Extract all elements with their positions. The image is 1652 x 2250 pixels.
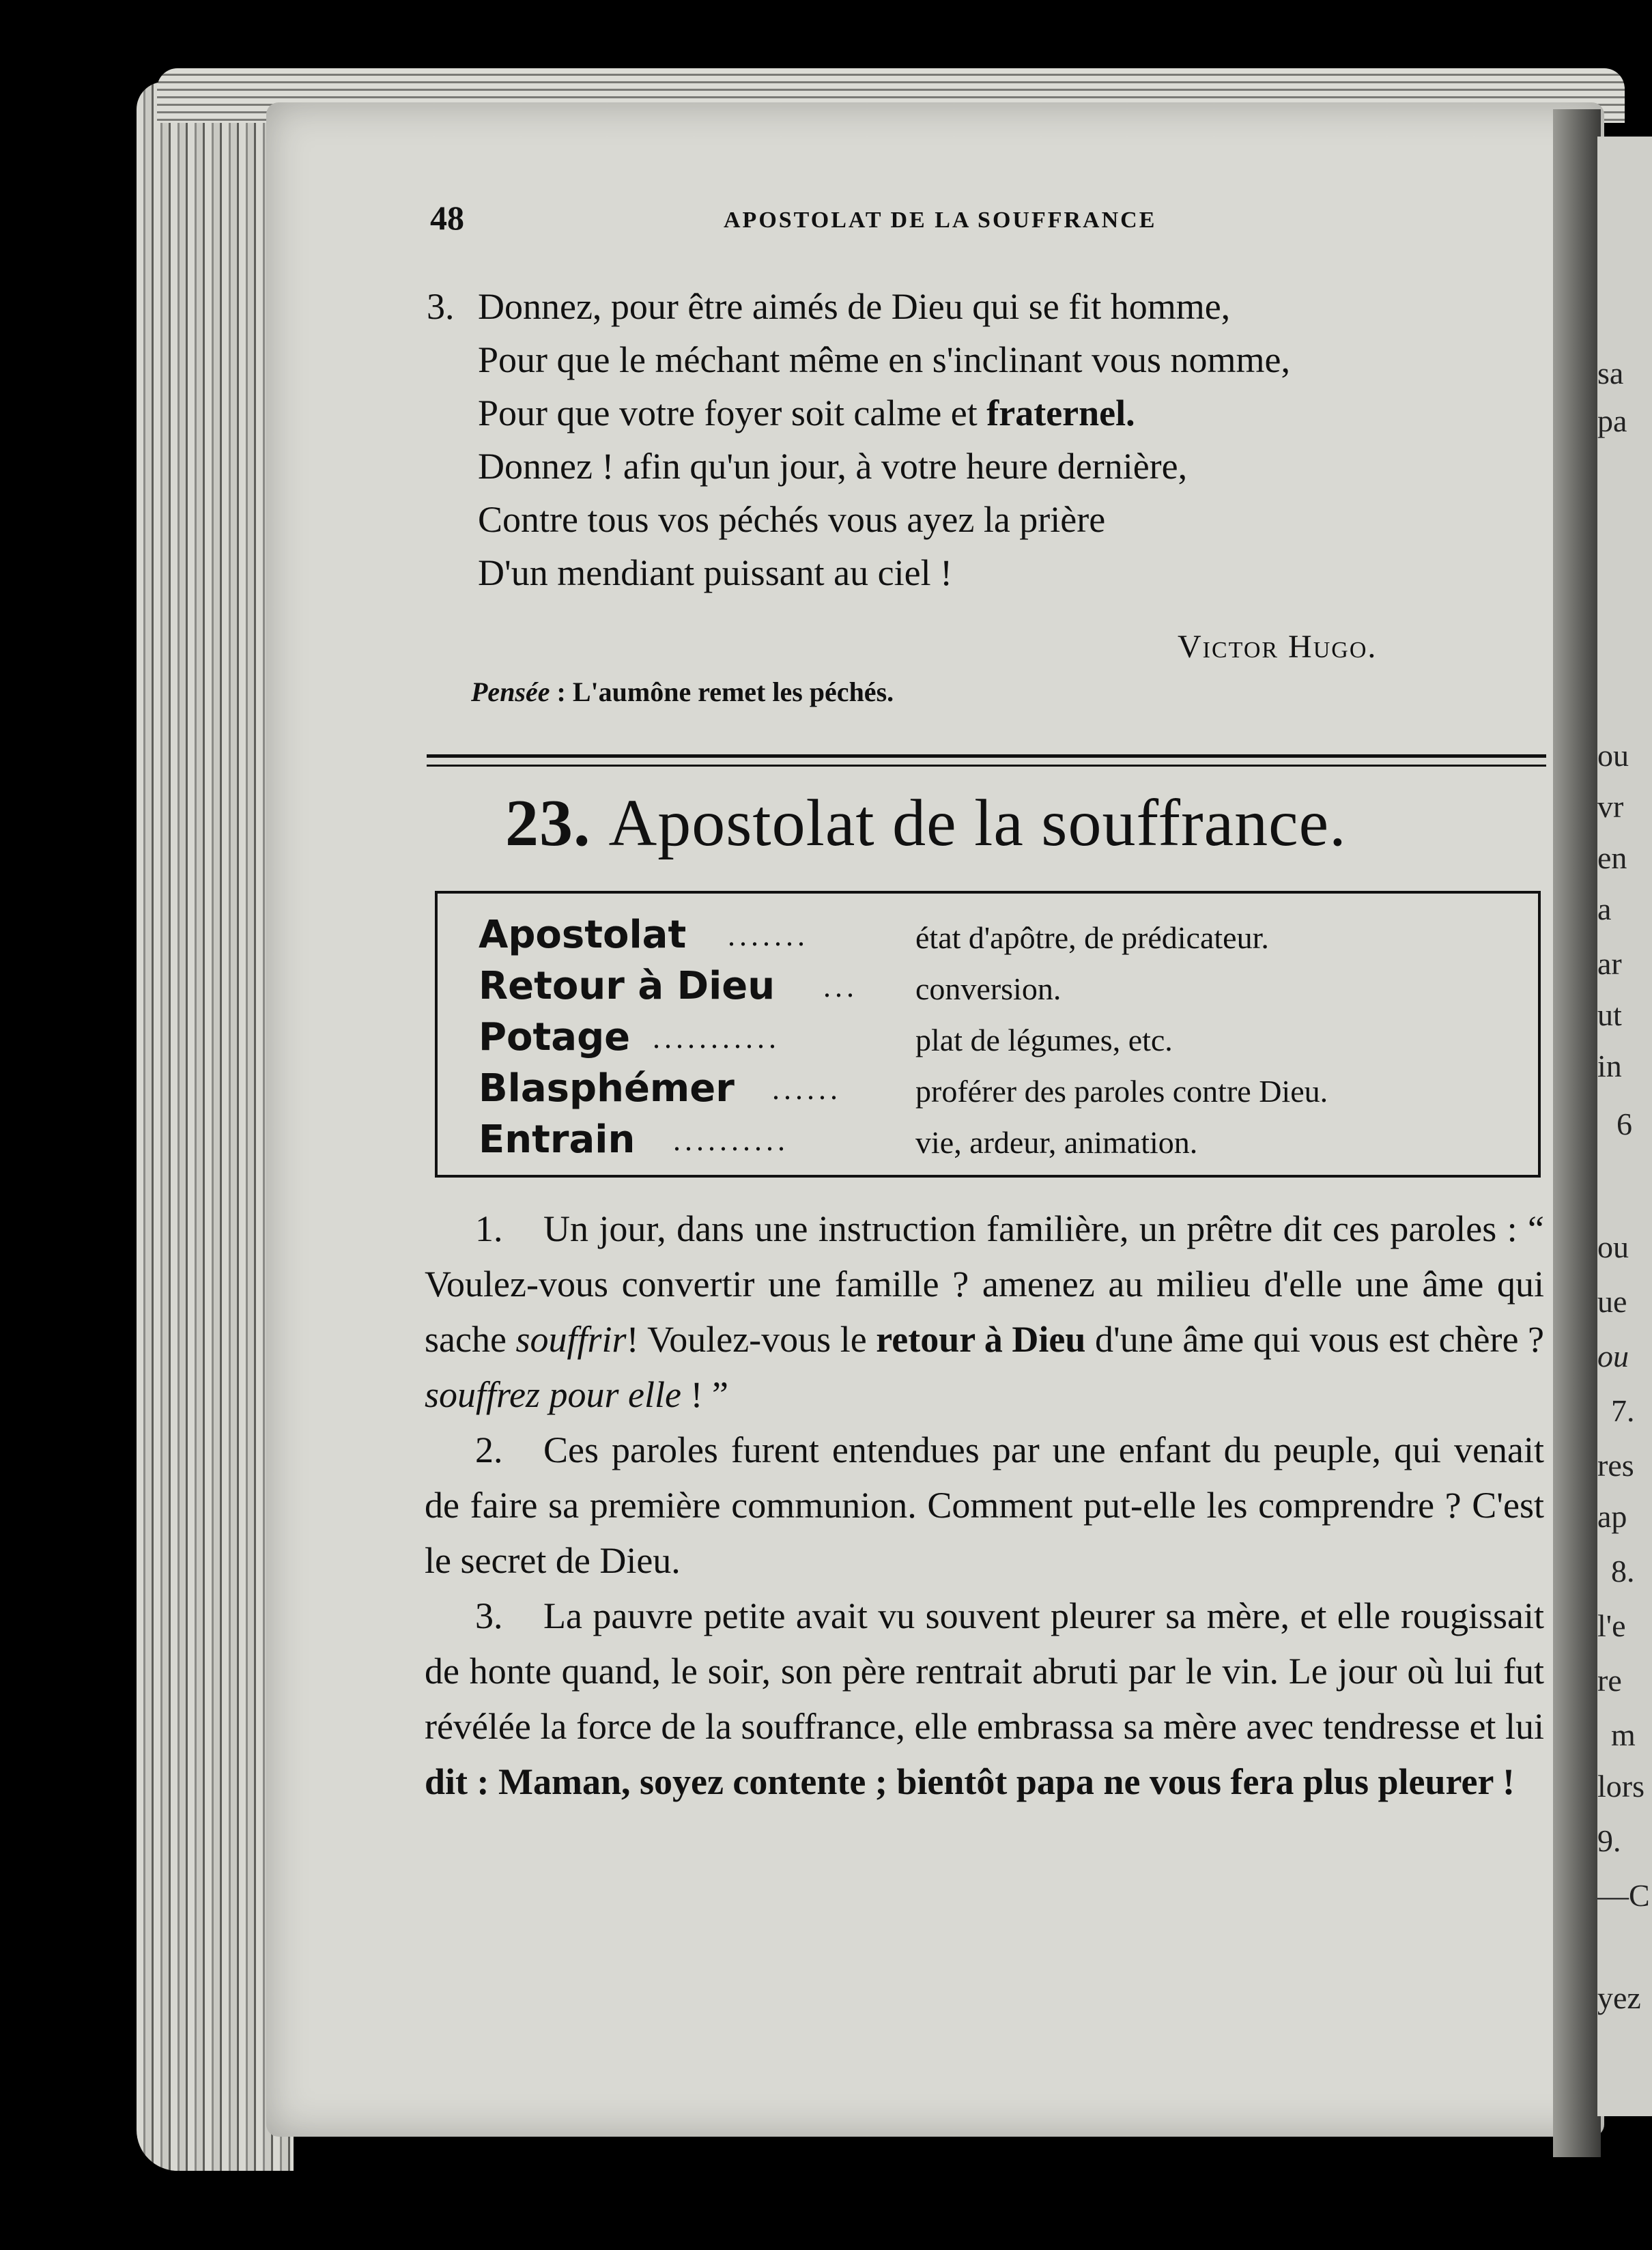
- poem-author: Victor Hugo.: [1178, 629, 1378, 665]
- vocabulary-definition: état d'apôtre, de prédicateur.: [915, 920, 1269, 955]
- facing-page-fragment: yez: [1597, 1980, 1641, 2015]
- facing-page-fragment: ou: [1597, 1339, 1629, 1373]
- leader-dots: ..........: [673, 1124, 789, 1157]
- paragraph-number: 1.: [475, 1208, 503, 1249]
- running-title: APOSTOLAT DE LA SOUFFRANCE: [724, 208, 1157, 233]
- vocabulary-definition: plat de légumes, etc.: [915, 1023, 1173, 1057]
- facing-page-fragment: 7.: [1611, 1393, 1635, 1428]
- section-title: Apostolat de la souffrance.: [608, 786, 1347, 860]
- facing-page-fragment: m: [1611, 1718, 1636, 1752]
- paragraph-1: 1. Un jour, dans une instruction familière, un prêtre dit ces paroles : “ Voulez-vous convertir une famille ? amenez au milieu d'elle une âme qui sache souffrir! Voulez-vous le retour à Dieu d'une âme qui vous est chère ? souffrez pour elle ! ”: [425, 1201, 1544, 1423]
- facing-page-fragment: res: [1597, 1448, 1634, 1483]
- poem-line: 3. Donnez, pour être aimés de Dieu qui se fit homme,: [427, 280, 1560, 333]
- facing-page-fragment: in: [1597, 1049, 1622, 1083]
- vocabulary-term: Potage: [479, 1015, 631, 1059]
- facing-page-fragment: 6: [1617, 1107, 1632, 1141]
- section-heading: [505, 785, 1347, 861]
- story-text: [425, 1201, 1544, 1810]
- paragraph-2: 2. Ces paroles furent entendues par une enfant du peuple, qui venait de faire sa première communion. Comment put-elle les comprendre ? C'est le secret de Dieu.: [425, 1423, 1544, 1589]
- book-gutter: [1553, 109, 1601, 2157]
- facing-page-fragment: sa: [1597, 356, 1624, 390]
- vocabulary-definition: vie, ardeur, animation.: [915, 1125, 1198, 1160]
- poem-line: Contre tous vos péchés vous ayez la prière: [478, 499, 1106, 540]
- bold-word: fraternel.: [986, 393, 1135, 433]
- vocabulary-definition: proférer des paroles contre Dieu.: [915, 1074, 1328, 1109]
- facing-page-fragment: lors: [1597, 1769, 1644, 1804]
- poem-line: Pour que votre foyer soit calme et fraternel.: [478, 393, 1135, 433]
- paragraph-number: 3.: [475, 1595, 503, 1636]
- section-number: 23.: [505, 786, 591, 860]
- facing-page-fragment: ut: [1597, 997, 1622, 1032]
- vocabulary-row: [479, 913, 1530, 960]
- pensee-text: : L'aumône remet les péchés.: [556, 677, 894, 707]
- poem-line: Pour que le méchant même en s'inclinant vous nomme,: [478, 339, 1290, 380]
- vocabulary-term: Blasphémer: [479, 1066, 735, 1111]
- leader-dots: ......: [772, 1072, 842, 1106]
- vocabulary-row: [479, 964, 1530, 1012]
- vocabulary-row: [479, 1117, 1530, 1165]
- vocabulary-term: Apostolat: [479, 913, 687, 957]
- facing-page-fragment: re: [1597, 1663, 1622, 1698]
- poem-stanza: [427, 280, 1560, 599]
- leader-dots: ...........: [653, 1021, 780, 1055]
- facing-page-fragment: ou: [1597, 1229, 1629, 1264]
- page-number: 48: [430, 199, 464, 237]
- paragraph-3: 3. La pauvre petite avait vu souvent pleurer sa mère, et elle rougissait de honte quand, le soir, son père rentrait abruti par le vin. Le jour où lui fut révélée la force de la souffrance, elle embrassa sa mère avec tendresse et lui dit : Maman, soyez contente ; bientôt papa ne vous fera plus pleurer !: [425, 1589, 1544, 1810]
- section-rule: [427, 754, 1546, 758]
- stanza-number: 3.: [427, 286, 455, 327]
- vocabulary-term: Retour à Dieu: [479, 964, 775, 1008]
- facing-page-fragment: ue: [1597, 1284, 1627, 1319]
- facing-page-fragment: 9.: [1597, 1823, 1621, 1858]
- facing-page-fragment: ap: [1597, 1499, 1627, 1534]
- facing-page-fragment: 8.: [1611, 1554, 1635, 1589]
- vocabulary-term: Entrain: [479, 1117, 636, 1162]
- facing-page-fragment: vr: [1597, 789, 1624, 824]
- section-rule: [427, 765, 1546, 767]
- vocabulary-row: [479, 1015, 1530, 1063]
- facing-page-fragment: en: [1597, 840, 1627, 875]
- facing-page-fragment: a: [1597, 892, 1612, 926]
- facing-page-edge: [1597, 137, 1652, 2116]
- leader-dots: ...: [823, 970, 858, 1003]
- poem-line: D'un mendiant puissant au ciel !: [478, 552, 953, 593]
- poem-line: Donnez ! afin qu'un jour, à votre heure dernière,: [478, 446, 1188, 487]
- running-header: [430, 198, 1495, 239]
- facing-page-fragment: —C: [1597, 1878, 1650, 1913]
- paragraph-number: 2.: [475, 1429, 503, 1470]
- pensee-label: Pensée: [471, 677, 550, 707]
- vocabulary-row: [479, 1066, 1530, 1114]
- pensee-line: [471, 676, 894, 708]
- facing-page-fragment: ou: [1597, 738, 1629, 773]
- facing-page-fragment: pa: [1597, 403, 1627, 438]
- facing-page-fragment: l'e: [1597, 1608, 1626, 1643]
- vocabulary-definition: conversion.: [915, 971, 1062, 1006]
- leader-dots: .......: [728, 919, 809, 952]
- vocabulary-box: [435, 891, 1541, 1178]
- facing-page-fragment: ar: [1597, 946, 1622, 981]
